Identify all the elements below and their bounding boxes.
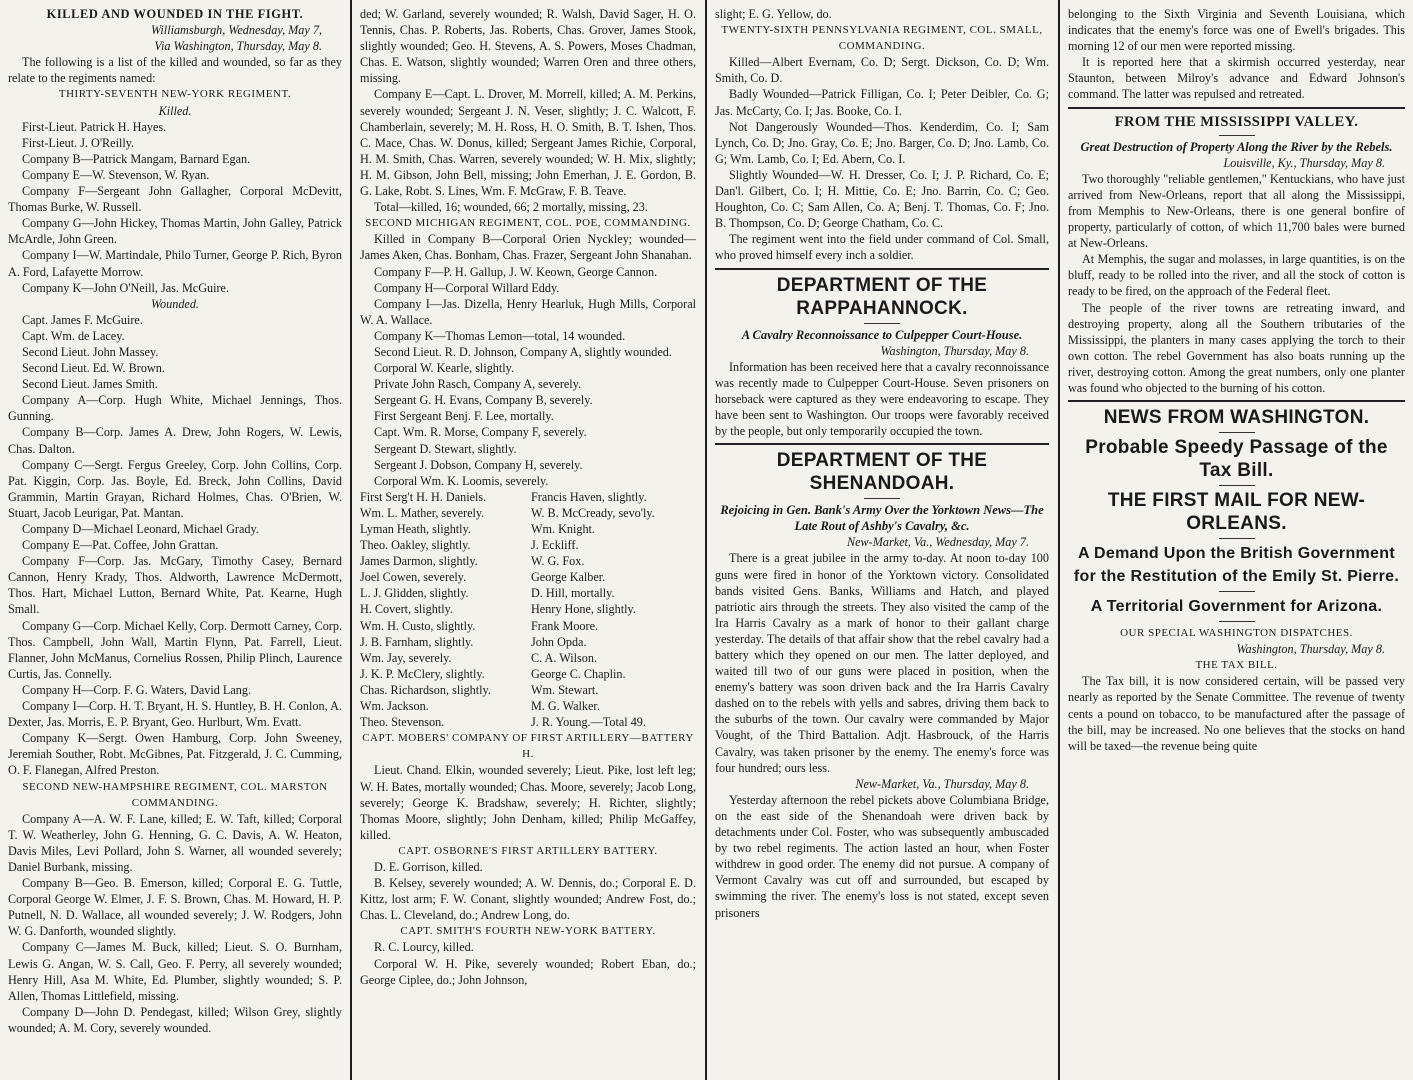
paragraph: It is reported here that a skirmish occurred yesterday, near Staunton, between Milroy's advance and Edward Johnson's command. The latter was repulsed and retreated. — [1068, 55, 1405, 102]
headline: DEPARTMENT OF THE RAPPAHANNOCK. — [776, 274, 988, 319]
paragraph: Badly Wounded—Patrick Filligan, Co. I; Peter Deibler, Co. G; Jas. McCarty, Co. I; Jas. Booke, Co. I. — [715, 87, 1049, 118]
paragraph: Corporal Wm. K. Loomis, severely. — [374, 473, 549, 488]
casualty-entry: Wm. Stewart. — [531, 682, 599, 697]
dateline: Washington, Thursday, May 8. — [880, 343, 1029, 358]
paragraph: Private John Rasch, Company A, severely. — [374, 377, 582, 392]
paragraph: First-Lieut. J. O'Reilly. — [22, 135, 135, 150]
column-3 — [707, 0, 1057, 1080]
headline: FROM THE MISSISSIPPI VALLEY. — [1114, 113, 1359, 130]
paragraph: The Tax bill, it is now considered certain, will be passed very nearly as reported by the Senate Committee. The revenue of twenty cents a pound on tobacco, to be manufactured after the passage of the bill, may be increased. No one believes that the stocks on hand will be taxed—the revenue being quite — [1068, 674, 1405, 753]
paragraph: Company B—Corp. James A. Drew, John Rogers, W. Lewis, Chas. Dalton. — [8, 425, 342, 456]
paragraph: Two thoroughly "reliable gentlemen," Kentuckians, who have just arrived from New-Orleans, report that all along the Mississippi, from Memphis to New-Orleans, there is one general bonfire of property, particularly of cotton, of which 11,700 bales were burned at New-Orleans. — [1068, 171, 1405, 251]
section-divider — [715, 443, 1049, 445]
section-heading: CAPT. SMITH'S FOURTH NEW-YORK BATTERY. — [400, 925, 656, 938]
paragraph: Company D—Michael Leonard, Michael Grady. — [22, 522, 259, 536]
casualty-entry: John Opda. — [531, 634, 587, 649]
casualty-entry: Theo. Oakley, slightly. — [360, 538, 471, 553]
section-heading: TWENTY-SIXTH PENNSYLVANIA REGIMENT, COL. SMALL, COMMANDING. — [721, 24, 1043, 53]
section-divider — [1068, 107, 1405, 109]
paragraph: R. C. Lourcy, killed. — [374, 940, 474, 955]
headline: Probable Speedy Passage of the Tax Bill. — [1085, 437, 1388, 482]
paragraph: Capt. James F. McGuire. — [22, 312, 143, 327]
section-divider — [715, 268, 1049, 270]
casualty-entry: Francis Haven, slightly. — [531, 489, 647, 504]
paragraph: Company K—Sergt. Owen Hamburg, Corp. John Sweeney, Jeremiah Souther, Robt. McGibnes, Pat. Fitzgerald, J. C. Cumming, O. F. Flanegan, Alfred Preston. — [8, 731, 342, 778]
dateline: Washington, Thursday, May 8. — [1236, 642, 1385, 657]
casualty-entry: George C. Chaplin. — [531, 666, 626, 681]
paragraph: B. Kelsey, severely wounded; A. W. Dennis, do.; Corporal E. D. Kittz, lost arm; F. W. Conant, slightly wounded; Andrew Fost, do.; Chas. L. Cleveland, do.; Andrew Long, do. — [360, 876, 696, 923]
paragraph: Company G—John Hickey, Thomas Martin, John Galley, Patrick McArdle, John Green. — [8, 216, 342, 247]
paragraph: Company E—W. Stevenson, W. Ryan. — [22, 167, 210, 182]
casualty-entry: Henry Hone, slightly. — [531, 602, 636, 617]
section-heading: CAPT. MOBERS' COMPANY OF FIRST ARTILLERY—BATTERY H. — [362, 732, 694, 761]
casualty-entry: J. Eckliff. — [531, 538, 579, 553]
paragraph: Corporal W. H. Pike, severely wounded; Robert Eban, do.; George Ciplee, do.; John Johnson, — [360, 956, 696, 987]
paragraph: Company I—W. Martindale, Philo Turner, George P. Rich, Byron A. Ford, Lafayette Morrow. — [8, 248, 342, 279]
paragraph: Not Dangerously Wounded—Thos. Kenderdim, Co. I; Sam Lynch, Co. D; Jno. Gray, Co. E; Jno. Barger, Co. D; Jno. Lamb, Co. G; Wm. Lamb, Co. I; Ed. Abern, Co. I. — [715, 119, 1049, 166]
casualty-entry: J. B. Farnham, slightly. — [360, 634, 474, 649]
paragraph: Company E—Capt. L. Drover, M. Morrell, killed; A. M. Perkins, severely wounded; Sergeant J. N. Veser, slightly; J. C. Walcott, F. Chamberlain, severely; M. H. Ross, H. O. Smith, B. T. Ishen, Thos. C. Mace, Chas. W. Donus, killed; Sergeant James Richie, Corporal, H. M. Smith, Chas. Warren, severely wounded; W. H. Mix, slightly; H. M. Gibson, John Bell, missing; John Emerhan, J. E. Gordon, B. G. Lake, Robt. S. Lines, Wm. F. McGraw, F. B. Teave. — [360, 87, 696, 199]
casualty-entry: Joel Cowen, severely. — [360, 570, 467, 585]
separator-rule — [864, 498, 900, 499]
paragraph: Second Lieut. John Massey. — [22, 344, 159, 359]
headline: NEWS FROM WASHINGTON. — [1103, 407, 1370, 429]
casualty-entry: Wm. H. Custo, slightly. — [360, 618, 476, 633]
paragraph: Company K—John O'Neill, Jas. McGuire. — [22, 280, 229, 295]
section-heading: OUR SPECIAL WASHINGTON DISPATCHES. — [1120, 627, 1353, 640]
paragraph: Second Lieut. Ed. W. Brown. — [22, 361, 165, 376]
paragraph: Company A—A. W. F. Lane, killed; E. W. Taft, killed; Corporal T. W. Weatherley, John G. Henning, G. C. Davis, A. W. Heaton, Davis Miles, Levi Pollard, John S. Warner, all wounded severely; Daniel Burbank, missing. — [8, 811, 342, 874]
paragraph: First Sergeant Benj. F. Lee, mortally. — [374, 409, 554, 424]
section-heading: SECOND NEW-HAMPSHIRE REGIMENT, COL. MARSTON COMMANDING. — [22, 780, 328, 809]
paragraph: Company I—Jas. Dizella, Henry Hearluk, Hugh Mills, Corporal W. A. Wallace. — [360, 296, 696, 327]
paragraph: Killed—Albert Evernam, Co. D; Sergt. Dickson, Co. D; Wm. Smith, Co. D. — [715, 55, 1049, 86]
column-2 — [352, 0, 704, 1080]
casualty-pairs-list — [360, 489, 696, 730]
casualty-entry: Lyman Heath, slightly. — [360, 522, 471, 536]
column-1 — [0, 0, 350, 1080]
separator-rule — [1219, 432, 1255, 433]
column-2-top — [360, 6, 696, 489]
subheadline: A Territorial Government for Arizona. — [1090, 598, 1383, 616]
paragraph: Slightly Wounded—W. H. Dresser, Co. I; J. P. Richard, Co. E; Dan'l. Gilbert, Co. I; H. Mittie, Co. E; Jno. Barrin, Co. C; Geo. Houghton, Co. C; Sam Allen, Co. A; Benj. T. Thomas, Co. F; Jno. B. Thompson, Co. D; George Chatham, Co. C. — [715, 167, 1049, 231]
paragraph: Corporal W. Kearle, slightly. — [374, 361, 515, 376]
dateline: Louisville, Ky., Thursday, May 8. — [1223, 155, 1385, 170]
casualty-entry: Wm. L. Mather, severely. — [360, 505, 485, 520]
subheadline: Rejoicing in Gen. Bank's Army Over the Yorktown News—The Late Rout of Ashby's Cavalry, &c. — [720, 503, 1044, 534]
subheading: Killed. — [158, 103, 192, 118]
paragraph: Sergeant D. Stewart, slightly. — [374, 441, 517, 456]
paragraph: Company F—P. H. Gallup, J. W. Keown, George Cannon. — [374, 264, 658, 279]
subheadline: A Demand Upon the British Government for the Restitution of the Emily St. Pierre. — [1073, 545, 1400, 586]
paragraph: Information has been received here that a cavalry reconnoissance was recently made to Culpepper Court-House. Seven prisoners on horseback were captured as they were endeavoring to escape. They have been sent to Washington. Our troops were favorably received by the people, but only temporarily occupied the town. — [715, 359, 1049, 439]
casualty-entry: J. R. Young.—Total 49. — [531, 715, 646, 730]
paragraph: The people of the river towns are retreating inward, and destroying property, along all the Southern tributaries of the Mississippi, the planters in many cases applying the torch to their own cotton. The rebel Government has also boats running up the river, destroying cotton. Among the great numbers, only one planter was found who objected to the burning of his cotton. — [1068, 300, 1405, 395]
paragraph: ded; W. Garland, severely wounded; R. Walsh, David Sager, H. O. Tennis, Chas. P. Roberts, Jas. Roberts, Chas. Grover, James Stook, slightly wounded; Geo. H. Stevens, A. S. Powers, Moses Chadman, Chas. E. Watson, slightly wounded; Warren Oren and three others, missing. — [360, 7, 696, 86]
separator-rule — [1219, 135, 1255, 136]
casualty-entry: Wm. Jay, severely. — [360, 650, 452, 665]
paragraph: There is a great jubilee in the army to-day. At noon to-day 100 guns were fired in honor of the Yorktown victory. Consolidated bands visited Gens. Banks, Williams and Hatch, and played patriotic airs through the streets. They also visited the camp of the Ira Harris Cavalry as a mark of honor to their gallant charge yesterday. The details of that affair show that the rebel cavalry had a battery which they opened on our men. The latter deployed, and waited till two of our guns were placed in position, when the enemy's battery was soon driven back and the Ira Harris Cavalry dashed on to the rebels with yells and sabres, driving them back to the suburbs of the town. Our cavalry were commanded by Major Vought, of the Third Battalion. Adjt. Hasbrouck, of the Harris Cavalry, was taken prisoner by the enemy. The enemy's force was four hundred; ours less. — [715, 551, 1049, 775]
paragraph: Company H—Corp. F. G. Waters, David Lang. — [22, 682, 252, 697]
paragraph: At Memphis, the sugar and molasses, in large quantities, is on the bluff, ready to be rolled into the river, and all the stock of cotton is ready to be fired, on the approach of the Federal fleet. — [1068, 252, 1405, 299]
dateline: Williamsburgh, Wednesday, May 7, — [150, 23, 322, 38]
separator-rule — [1219, 591, 1255, 592]
casualty-entry: George Kalber. — [531, 570, 606, 585]
paragraph: belonging to the Sixth Virginia and Seventh Louisiana, which indicates that the enemy's force was one of Ewell's brigades. This morning 12 of our men were reported missing. — [1068, 7, 1405, 54]
casualty-entry: Frank Moore. — [531, 618, 599, 633]
headline: DEPARTMENT OF THE SHENANDOAH. — [776, 450, 988, 495]
casualty-entry: First Serg't H. H. Daniels. — [360, 489, 487, 504]
paragraph: Company F—Sergeant John Gallagher, Corporal McDevitt, Thomas Burke, W. Russell. — [8, 184, 342, 215]
casualty-entry: L. J. Glidden, slightly. — [360, 586, 469, 601]
paragraph: Sergeant J. Dobson, Company H, severely. — [374, 457, 583, 472]
casualty-entry: W. G. Fox. — [531, 554, 585, 569]
paragraph: Company C—James M. Buck, killed; Lieut. S. O. Burnham, Lewis G. Angan, W. S. Call, Geo. F. Perry, all severely wounded; Henry Hill, Asa M. White, Ed. Plumber, slightly wounded; S. P. Allen, Thomas Littlefield, missing. — [8, 940, 342, 1003]
column-4 — [1060, 0, 1413, 1080]
headline: KILLED AND WOUNDED IN THE FIGHT. — [46, 7, 304, 21]
paragraph: Lieut. Chand. Elkin, wounded severely; Lieut. Pike, lost left leg; W. H. Bates, mortally wounded; Chas. Moore, severely; Jacob Long, severely; George K. Bradshaw, severely; H. Richter, slightly; Thomas Moore, slightly; John Denham, killed; Philip McGaffey, killed. — [360, 763, 696, 842]
paragraph: slight; E. G. Yellow, do. — [715, 7, 832, 21]
paragraph: The regiment went into the field under command of Col. Small, who proved himself every inch a soldier. — [715, 232, 1049, 263]
section-heading: THIRTY-SEVENTH NEW-YORK REGIMENT. — [58, 88, 292, 101]
headline: THE FIRST MAIL FOR NEW-ORLEANS. — [1107, 490, 1366, 535]
paragraph: Sergeant G. H. Evans, Company B, severely. — [374, 393, 593, 408]
casualty-entry: J. K. P. McClery, slightly. — [360, 666, 485, 681]
dateline: New-Market, Va., Thursday, May 8. — [855, 776, 1029, 791]
paragraph: The following is a list of the killed and wounded, so far as they relate to the regiments named: — [8, 55, 342, 86]
casualty-entry: Wm. Jackson. — [360, 699, 429, 714]
subheading: Wounded. — [151, 296, 199, 311]
section-heading: CAPT. OSBORNE'S FIRST ARTILLERY BATTERY. — [398, 844, 658, 857]
separator-rule — [1219, 485, 1255, 486]
section-heading: THE TAX BILL. — [1195, 659, 1278, 672]
separator-rule — [1219, 621, 1255, 622]
paragraph: Second Lieut. R. D. Johnson, Company A, slightly wounded. — [374, 344, 672, 359]
section-heading: SECOND MICHIGAN REGIMENT, COL. POE, COMMANDING. — [365, 217, 691, 230]
paragraph: Total—killed, 16; wounded, 66; 2 mortally, missing, 23. — [374, 200, 648, 215]
casualty-entry: Theo. Stevenson. — [360, 715, 445, 730]
paragraph: Yesterday afternoon the rebel pickets above Columbiana Bridge, on the east side of the Shenandoah were driven back by detachments under Col. Foster, who was subsequently ambuscaded by two rebel regiments. The action lasted an hour, when Foster withdrew in good order. The enemy did not pursue. A company of Vermont Cavalry was cut off and surrounded, but escaped by swimming the river. The enemy's loss is not stated, except seven prisoners — [715, 792, 1049, 920]
separator-rule — [1219, 538, 1255, 539]
subheadline: Great Destruction of Property Along the River by the Rebels. — [1080, 139, 1393, 154]
paragraph: Company F—Corp. Jas. McGary, Timothy Casey, Bernard Cannon, Henry Krady, Thos. Aldworth, Lawrence McDermott, Thos. Hart, Michael Lutton, Bernard White, Pat. Kearne, Hugh Small. — [8, 554, 342, 617]
paragraph: Company C—Sergt. Fergus Greeley, Corp. John Collins, Corp. Pat. Kiggin, Corp. Jas. Boyle, Ed. Breck, John Collins, David Grammin, Martin Grayan, Richard Holmes, Chas. O'Brien, W. Stuart, Jacob Leurigar, Pat. Mantan. — [8, 457, 342, 520]
paragraph: Company E—Pat. Coffee, John Grattan. — [22, 538, 219, 553]
section-divider — [1068, 400, 1405, 402]
paragraph: Company H—Corporal Willard Eddy. — [374, 280, 560, 295]
casualty-entry: D. Hill, mortally. — [531, 586, 615, 601]
paragraph: Second Lieut. James Smith. — [22, 377, 158, 392]
dateline: Via Washington, Thursday, May 8. — [154, 39, 322, 54]
paragraph: Company B—Geo. B. Emerson, killed; Corporal E. G. Tuttle, Corporal George W. Elmer, J. F. S. Brown, Chas. M. Howard, H. P. Putnell, N. D. Wallace, all wounded severely; J. W. Rodgers, John W. G. Danforth, wounded slightly. — [8, 876, 342, 939]
paragraph: Capt. Wm. de Lacey. — [22, 328, 125, 343]
column-2-bottom — [360, 730, 696, 988]
paragraph: Company B—Patrick Mangam, Barnard Egan. — [22, 151, 251, 166]
subheadline: A Cavalry Reconnoissance to Culpepper Court-House. — [741, 327, 1023, 342]
casualty-entry: C. A. Wilson. — [531, 650, 597, 665]
paragraph: Killed in Company B—Corporal Orien Nyckley; wounded—James Aken, Chas. Bonham, Chas. Frazer, Sergeant John Shanahan. — [360, 232, 696, 263]
paragraph: D. E. Gorrison, killed. — [374, 859, 483, 874]
casualty-entry: Chas. Richardson, slightly. — [360, 682, 491, 697]
paragraph: Capt. Wm. R. Morse, Company F, severely. — [374, 425, 587, 440]
casualty-entry: M. G. Walker. — [531, 699, 600, 714]
paragraph: Company I—Corp. H. T. Bryant, H. S. Huntley, B. H. Conlon, A. Dexter, Jas. Morris, E. P. Bryant, Geo. Hurlburt, Wm. Evatt. — [8, 699, 342, 730]
casualty-entry: James Darmon, slightly. — [360, 554, 478, 569]
separator-rule — [864, 323, 900, 324]
casualty-entry: H. Covert, slightly. — [360, 602, 453, 617]
paragraph: Company K—Thomas Lemon—total, 14 wounded. — [374, 328, 626, 343]
paragraph: Company A—Corp. Hugh White, Michael Jennings, Thos. Gunning. — [8, 393, 342, 424]
paragraph: First-Lieut. Patrick H. Hayes. — [22, 119, 167, 134]
dateline: New-Market, Va., Wednesday, May 7. — [847, 535, 1029, 550]
casualty-entry: Wm. Knight. — [531, 522, 595, 536]
casualty-entry: W. B. McCready, sevo'ly. — [531, 505, 655, 520]
paragraph: Company G—Corp. Michael Kelly, Corp. Dermott Carney, Corp. Thos. Campbell, John Wall, Martin Flynn, Pat. Farrell, Lieut. Flanner, John McManus, Cornelius Rossen, Philip Plinch, Laurence Curtis, Jas. Connelly. — [8, 618, 342, 681]
paragraph: Company D—John D. Pendegast, killed; Wilson Grey, slightly wounded; A. M. Cory, severely wounded. — [8, 1004, 342, 1035]
